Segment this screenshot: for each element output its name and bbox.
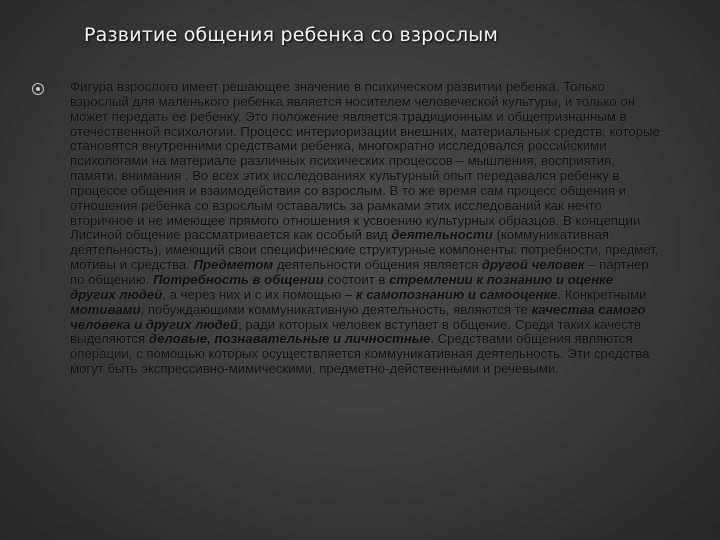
paragraph-text: (коммуникативная деятельность), имеющий свои специфические структурные компоненты: потребности, предмет, мотивы и средства. <box>70 227 659 273</box>
emphasized-text: мотивами <box>70 301 141 317</box>
emphasized-text: другой человек <box>481 257 585 273</box>
emphasized-text: стремлении к познанию и оценке других людей <box>70 271 614 302</box>
paragraph-text: деятельности общения является <box>273 257 482 273</box>
slide-title: Развитие общения ребенка со взрослым <box>84 24 499 46</box>
paragraph-text: Фигура взрослого имеет решающее значение в психическом развитии ребенка. Только взрослый для маленького ребенка является носителем человеческой культуры, и только он может передать ее ребенку. Это положение является традиционным и общепризнанным в отечественной психологии. Процесс интериоризации внешних, материальных средств, которые становятся внутренними средствами ребенка, многократно исследовался российскими психологами на материале различных психических процессов – мышления, восприятия, памяти, внимания . Во всех этих исследованиях культурный опыт передавался ребенку в процессе общения и взаимодействия со взрослым. В то же время сам процесс общения и отношения ребенка со взрослым оставались за рамками этих исследований как нечто вторичное и не имеющее прямого отношения к усвоению культурных образцов. В концепции Лисиной общение рассматривается как особый вид <box>70 79 660 243</box>
paragraph-text: . Средствами общения являются операции, с помощью которых осуществляется коммуникативная деятельность. Эти средства могут быть экспрессивно-мимическими, предметно-действенными и речевыми. <box>70 331 650 377</box>
emphasized-text: деловые, познавательные и личностные <box>148 331 431 347</box>
emphasized-text: к самопознанию и самооценке <box>355 286 558 302</box>
emphasized-text: качества самого человека и других людей <box>70 301 646 332</box>
emphasized-text: Потребность в общении <box>152 271 324 287</box>
paragraph-text: – партнер по общению. <box>70 257 649 287</box>
paragraph-text: , ради которых человек вступает в общение. Среди таких качеств выделяются <box>70 316 642 347</box>
paragraph-text: , а через них и с их помощью – <box>162 286 356 302</box>
paragraph-text: , побуждающими коммуникативную деятельность, являются те <box>140 301 532 317</box>
paragraph-text: состоит в <box>323 271 390 287</box>
body-paragraph <box>70 80 662 377</box>
emphasized-text: Предметом <box>193 257 274 273</box>
emphasized-text: деятельности <box>391 227 493 243</box>
bullet-icon <box>32 83 44 95</box>
paragraph-text: . Конкретными <box>557 286 647 302</box>
